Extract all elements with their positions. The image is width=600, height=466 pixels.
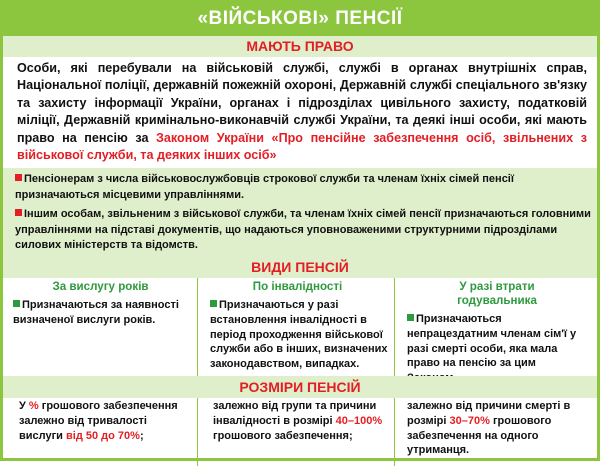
section-types-heading: ВИДИ ПЕНСІЙ bbox=[3, 256, 597, 278]
type-text: Призначаються за наявності визначеної вислуги років. bbox=[13, 299, 179, 326]
intro-text: Особи, які перебували на військовій службі, службі в органах внутрішніх справ, Національної поліції, державній пожежній охороні, Державній службі спеціального зв'язку та захисту інформації України, органах і підрозділах цивільного захисту, податковій міліції, Державній кримінально-виконавчій службі України, та деякі інші особи, які мають право на пенсію за bbox=[17, 61, 587, 145]
size-text: залежно від причини смерті в розмірі bbox=[407, 400, 571, 427]
column-divider bbox=[197, 278, 198, 466]
notes-block bbox=[3, 168, 597, 256]
size-disability bbox=[213, 399, 388, 443]
section-eligible-heading: МАЮТЬ ПРАВО bbox=[3, 34, 597, 57]
size-survivor bbox=[407, 399, 587, 458]
size-highlight: від 50 до 70% bbox=[66, 429, 140, 442]
bullet-square-icon bbox=[15, 174, 22, 181]
size-text: залежно від групи та причини інвалідності в розмірі bbox=[213, 400, 377, 427]
size-text: ; bbox=[139, 429, 144, 442]
size-highlight: 40–100% bbox=[335, 414, 383, 427]
type-heading: По інвалідності bbox=[252, 280, 343, 293]
bullet-square-icon bbox=[407, 314, 414, 321]
type-heading: За вислугу років bbox=[52, 280, 149, 293]
bullet-square-icon bbox=[15, 209, 22, 216]
type-text: Призначаються непрацездатним членам сім'ї у разі смерті особи, яка мала право на пенсію за цим bbox=[407, 313, 577, 370]
intro-paragraph bbox=[17, 60, 587, 164]
type-column-service bbox=[3, 278, 198, 376]
size-text: У bbox=[19, 400, 29, 412]
law-reference: Законом України «Про пенсійне забезпечення осіб, звільнених з військової служби, та деяких інших осіб» bbox=[17, 130, 587, 163]
bullet-square-icon bbox=[13, 300, 20, 307]
type-column-disability bbox=[200, 278, 395, 376]
type-text: Призначаються у разі встановлення інвалідності в період проходження військової служби або в інших, визначених законодавством, випадках. bbox=[210, 299, 388, 371]
size-highlight: 30–70% bbox=[449, 414, 490, 427]
page-title: «ВІЙСЬКОВІ» ПЕНСІЇ bbox=[3, 3, 597, 34]
type-column-survivor bbox=[397, 278, 597, 376]
note-text: Пенсіонерам з числа військовослужбовців строкової служби та членам їхніх сімей пенсії призначаються місцевими управліннями. bbox=[15, 173, 514, 201]
note-main bbox=[15, 207, 591, 254]
note-text: Іншим особам, звільненим з військової служби, та членам їхніх сімей пенсії призначаються головними управліннями на підставі документів, що надаються уповноваженими структурними підрозділами силових міністерств та відомств. bbox=[15, 208, 591, 252]
size-service bbox=[19, 399, 189, 443]
type-description bbox=[407, 312, 587, 386]
size-highlight: % bbox=[28, 400, 39, 412]
note-local bbox=[15, 172, 591, 203]
bullet-square-icon bbox=[210, 300, 217, 307]
size-text: грошового забезпечення; bbox=[213, 429, 353, 442]
column-divider bbox=[394, 278, 395, 466]
size-text: грошового забезпечення залежно від тривалості вислуги bbox=[19, 400, 178, 442]
type-description bbox=[210, 298, 388, 372]
size-text: грошового забезпечення на одного утриманця. bbox=[407, 414, 552, 457]
type-heading: У разі втрати годувальника bbox=[457, 280, 537, 307]
section-sizes-heading: РОЗМІРИ ПЕНСІЙ bbox=[3, 376, 597, 398]
type-description bbox=[13, 298, 189, 328]
